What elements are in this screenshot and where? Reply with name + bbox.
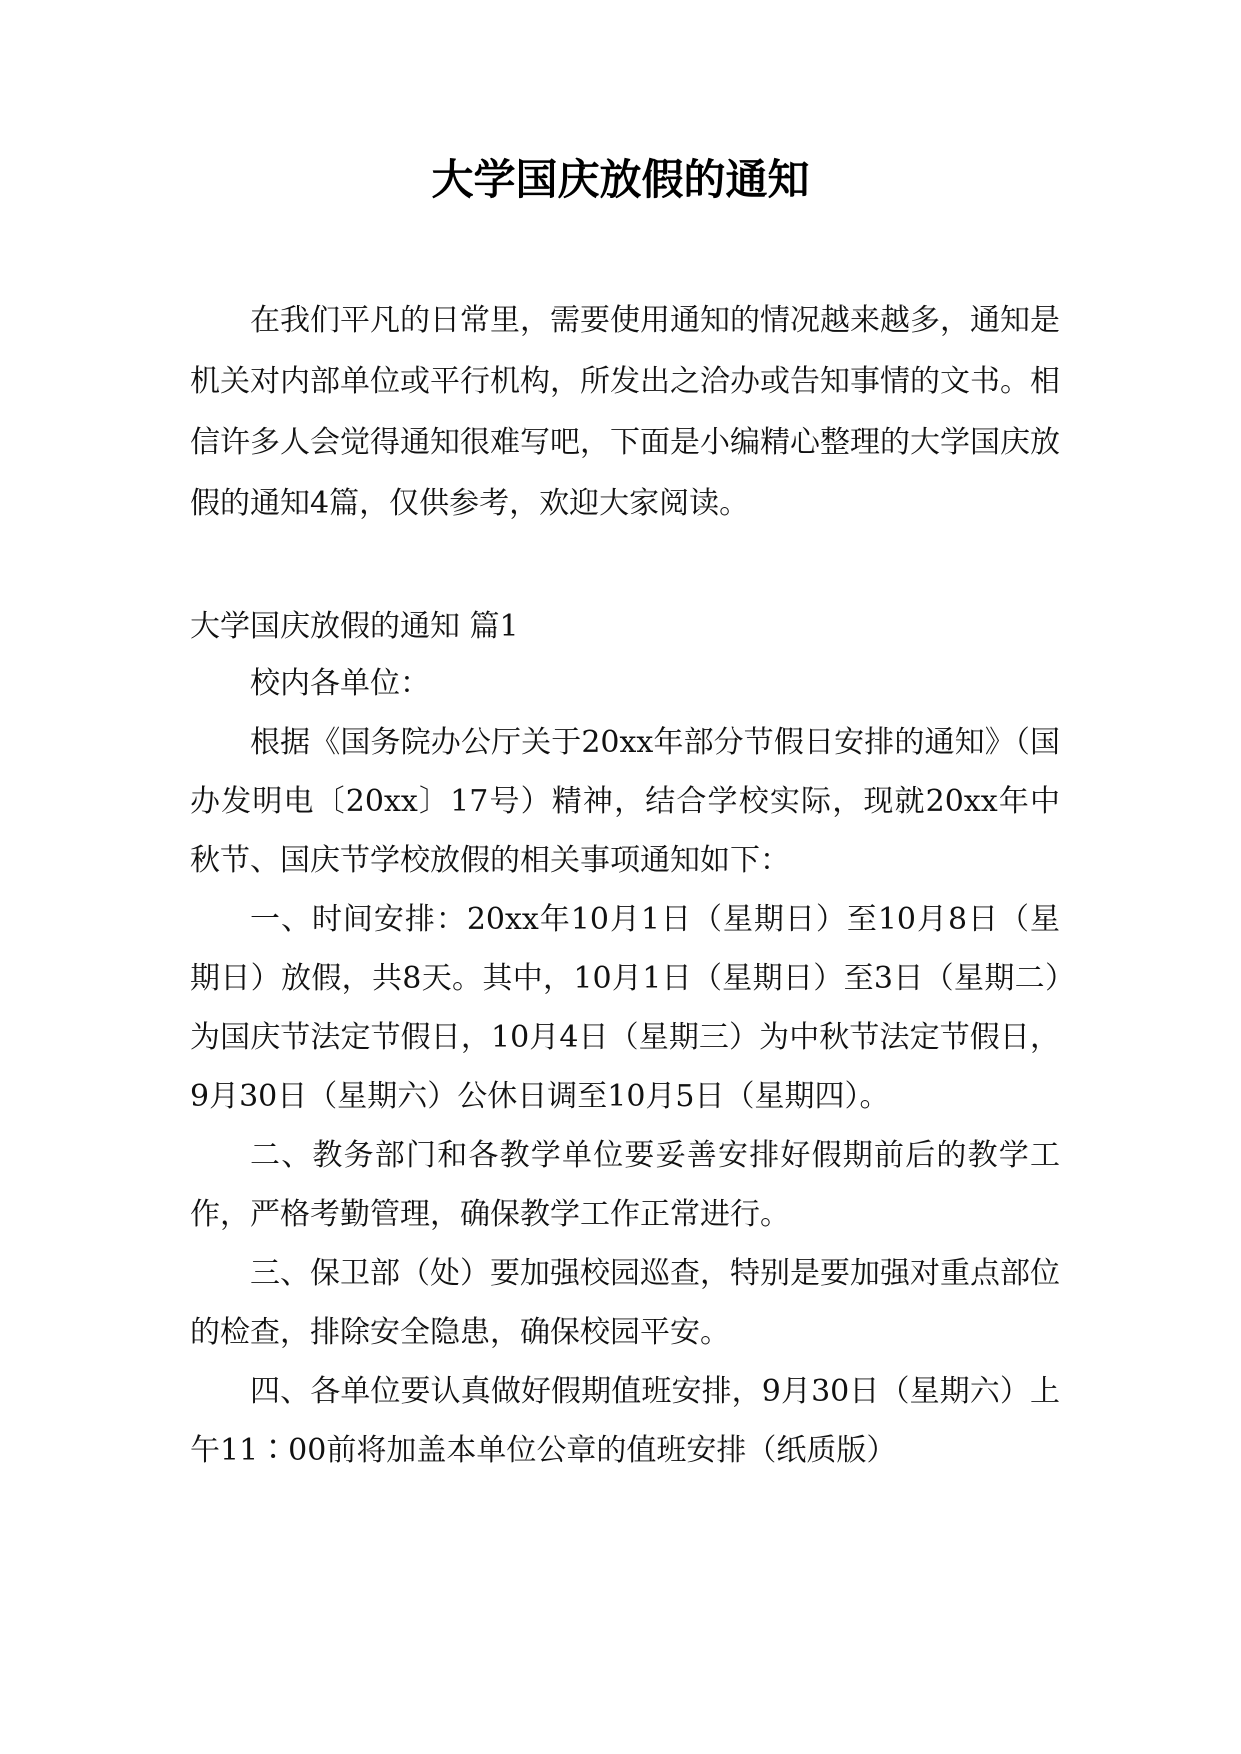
- body-paragraph: 三、保卫部（处）要加强校园巡查，特别是要加强对重点部位的检查，排除安全隐患，确保校园平安。: [190, 1256, 1060, 1350]
- body-paragraph: 根据《国务院办公厅关于20xx年部分节假日安排的通知》（国办发明电〔20xx〕17号）精神，结合学校实际，现就20xx年中秋节、国庆节学校放假的相关事项通知如下：: [190, 725, 1060, 878]
- document-body: [190, 290, 1060, 1480]
- section-title: 大学国庆放假的通知 篇1: [190, 609, 519, 644]
- intro-paragraph: 在我们平凡的日常里，需要使用通知的情况越来越多，通知是机关对内部单位或平行机构，所发出之洽办或告知事情的文书。相信许多人会觉得通知很难写吧，下面是小编精心整理的大学国庆放假的通知4篇，仅供参考，欢迎大家阅读。: [190, 303, 1060, 521]
- body-paragraph: 二、教务部门和各教学单位要妥善安排好假期前后的教学工作，严格考勤管理，确保教学工作正常进行。: [190, 1138, 1060, 1232]
- body-paragraph: 一、时间安排：20xx年10月1日（星期日）至10月8日（星期日）放假，共8天。其中，10月1日（星期日）至3日（星期二）为国庆节法定节假日，10月4日（星期三）为中秋节法定节假日，9月30日（星期六）公休日调至10月5日（星期四）。: [190, 902, 1060, 1114]
- document-title: 大学国庆放假的通知: [431, 155, 810, 204]
- salutation: 校内各单位：: [250, 666, 430, 701]
- body-paragraph: 四、各单位要认真做好假期值班安排，9月30日（星期六）上午11∶00前将加盖本单位公章的值班安排（纸质版）: [190, 1374, 1060, 1468]
